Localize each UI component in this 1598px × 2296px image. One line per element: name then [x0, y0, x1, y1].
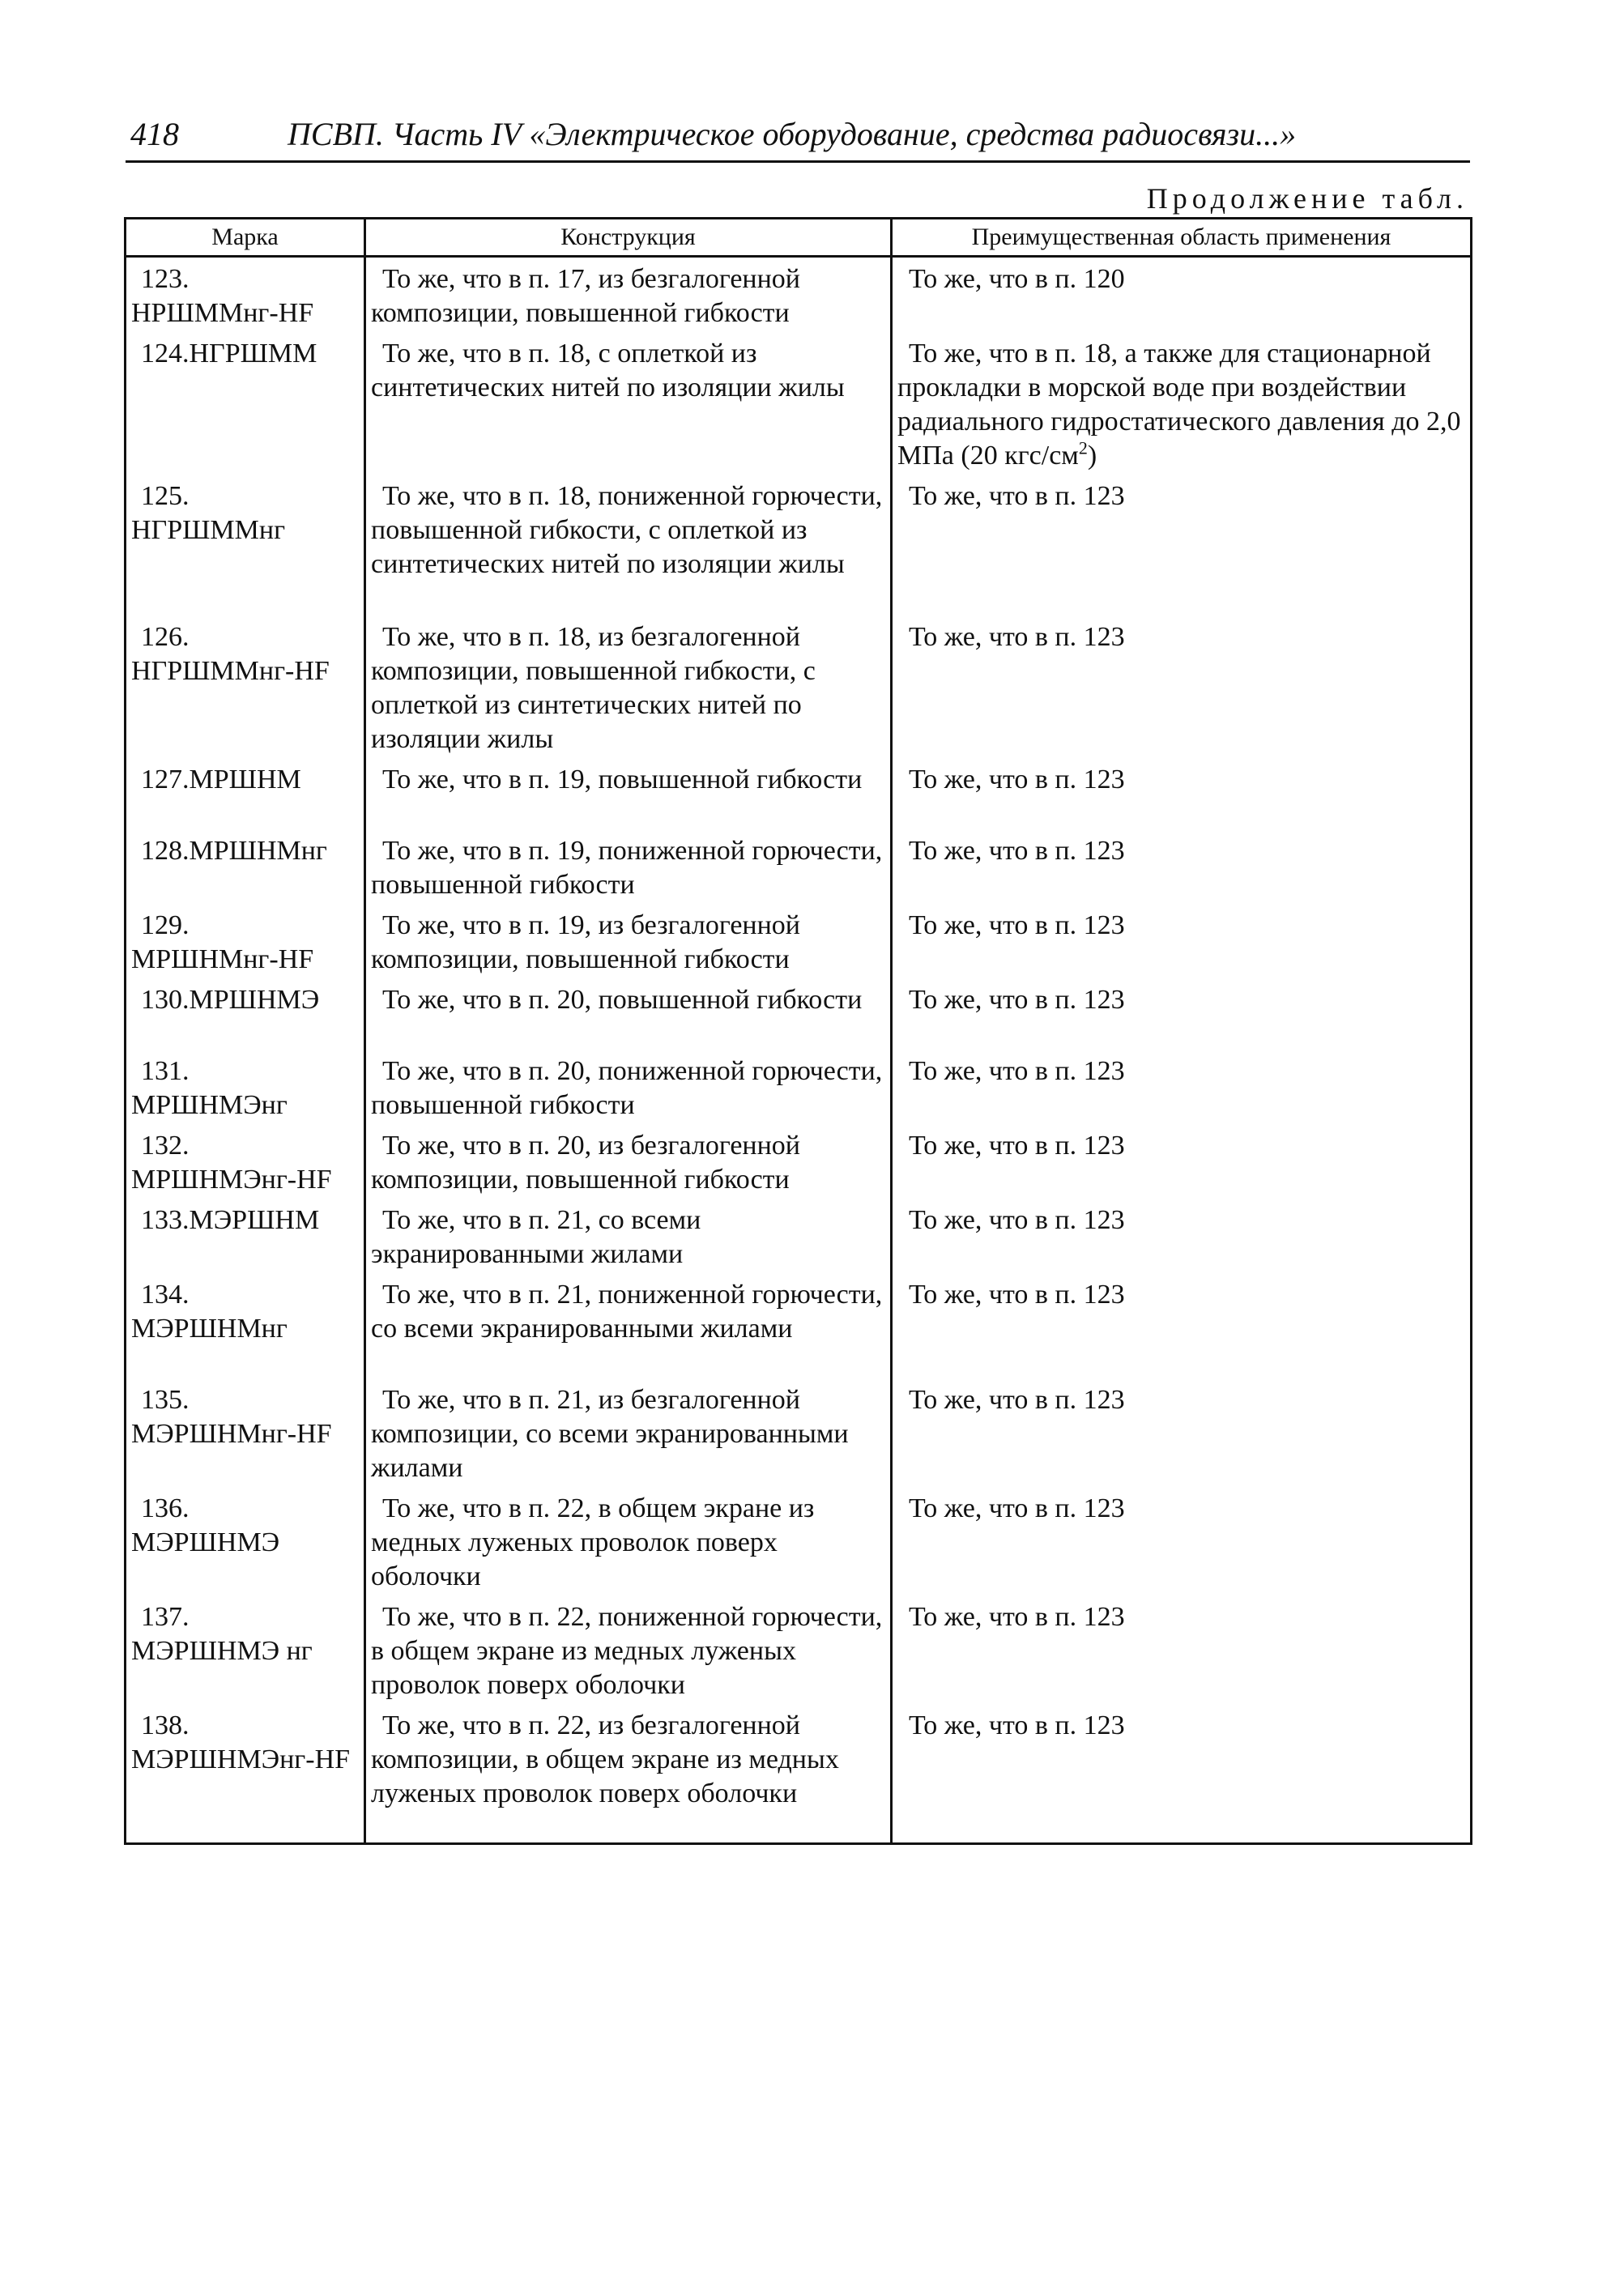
- application-area-cell: То же, что в п. 123: [892, 1199, 1472, 1273]
- table-row: [126, 904, 1472, 978]
- cable-mark-with-number: [131, 1203, 360, 1237]
- application-area-cell: То же, что в п. 123: [892, 829, 1472, 904]
- mark-cell: [126, 978, 365, 1050]
- mark-cell: [126, 904, 365, 978]
- application-area-cell: То же, что в п. 123: [892, 1487, 1472, 1595]
- application-area-cell: [892, 332, 1472, 475]
- row-number: 125.: [141, 481, 190, 511]
- cable-mark: МРШНМнг: [189, 836, 327, 866]
- table-row: [126, 1273, 1472, 1378]
- table-row: [126, 1378, 1472, 1487]
- application-area-cell: То же, что в п. 123: [892, 758, 1472, 829]
- mark-cell: [126, 1378, 365, 1487]
- running-title: ПСВП. Часть IV «Электрическое оборудование, средства радиосвязи...»: [288, 116, 1297, 152]
- construction-cell: То же, что в п. 21, со всеми экранированными жилами: [365, 1199, 892, 1273]
- construction-cell: То же, что в п. 19, пониженной горючести, повышенной гибкости: [365, 829, 892, 904]
- column-header-construction: Конструкция: [365, 219, 892, 257]
- table-row: [126, 1124, 1472, 1199]
- table-row: [126, 1704, 1472, 1843]
- application-area-cell: То же, что в п. 123: [892, 1124, 1472, 1199]
- mark-cell: [126, 257, 365, 333]
- cable-mark: МРШНМ: [189, 765, 301, 794]
- cable-mark-with-number: [131, 983, 360, 1017]
- mark-cell: [126, 1273, 365, 1378]
- application-area-cell: То же, что в п. 123: [892, 978, 1472, 1050]
- construction-cell: То же, что в п. 19, из безгалогенной композиции, повышенной гибкости: [365, 904, 892, 978]
- table-continuation-label: Продолжение табл.: [1146, 182, 1468, 215]
- cable-mark: МЭРШНМнг-HF: [131, 1419, 332, 1449]
- row-number: 132.: [141, 1131, 190, 1161]
- row-number: 128.: [141, 836, 190, 866]
- table-row: [126, 332, 1472, 475]
- table-header-row: [126, 219, 1472, 257]
- table-row: [126, 616, 1472, 758]
- mark-cell: [126, 829, 365, 904]
- construction-cell: То же, что в п. 18, с оплеткой из синтетических нитей по изоляции жилы: [365, 332, 892, 475]
- application-area-cell: То же, что в п. 123: [892, 475, 1472, 616]
- application-area-cell: То же, что в п. 123: [892, 616, 1472, 758]
- application-area-text: То же, что в п. 18, а также для стационарной прокладки в морской воде при воздействии радиального гидростатического давления до 2,0 МПа (20 кгс/$см^2$): [897, 339, 1461, 471]
- application-area-cell: То же, что в п. 123: [892, 1273, 1472, 1378]
- cable-mark: МЭРШНМнг: [131, 1314, 288, 1344]
- cable-mark: МРШНМЭ: [189, 985, 320, 1015]
- table-row: [126, 475, 1472, 616]
- application-area-cell: То же, что в п. 123: [892, 1050, 1472, 1124]
- cable-mark: МРШНМЭнг-HF: [131, 1165, 332, 1195]
- cable-mark: НГРШММнг: [131, 515, 286, 545]
- cable-mark: МЭРШНМЭ нг: [131, 1636, 313, 1666]
- table-row: [126, 1050, 1472, 1124]
- mark-cell: [126, 1199, 365, 1273]
- cable-mark-with-number: [131, 834, 360, 868]
- application-area-cell: То же, что в п. 123: [892, 1595, 1472, 1704]
- row-number: 134.: [141, 1280, 190, 1310]
- column-header-application-area: Преимущественная область применения: [892, 219, 1472, 257]
- cable-mark: МЭРШНМЭнг-HF: [131, 1744, 351, 1774]
- mark-cell: [126, 475, 365, 616]
- mark-cell: [126, 1704, 365, 1843]
- cable-mark: МРШНМнг-HF: [131, 944, 314, 974]
- cable-mark: НРШММнг-HF: [131, 298, 314, 328]
- page-header: [126, 112, 1470, 163]
- cable-mark-with-number: [131, 763, 360, 797]
- construction-cell: То же, что в п. 21, из безгалогенной композиции, со всеми экранированными жилами: [365, 1378, 892, 1487]
- table-row: [126, 978, 1472, 1050]
- application-area-cell: То же, что в п. 123: [892, 904, 1472, 978]
- application-area-cell: То же, что в п. 123: [892, 1704, 1472, 1843]
- construction-cell: То же, что в п. 20, из безгалогенной композиции, повышенной гибкости: [365, 1124, 892, 1199]
- construction-cell: То же, что в п. 20, повышенной гибкости: [365, 978, 892, 1050]
- row-number: 129.: [141, 910, 190, 940]
- mark-cell: [126, 332, 365, 475]
- row-number: 126.: [141, 622, 190, 652]
- cable-mark: МЭРШНМ: [189, 1205, 320, 1235]
- construction-cell: То же, что в п. 19, повышенной гибкости: [365, 758, 892, 829]
- construction-cell: То же, что в п. 21, пониженной горючести, со всеми экранированными жилами: [365, 1273, 892, 1378]
- construction-cell: То же, что в п. 17, из безгалогенной композиции, повышенной гибкости: [365, 257, 892, 333]
- table-row: [126, 758, 1472, 829]
- construction-cell: То же, что в п. 18, из безгалогенной композиции, повышенной гибкости, с оплеткой из синтетических нитей по изоляции жилы: [365, 616, 892, 758]
- row-number: 123.: [141, 264, 190, 294]
- application-area-cell: То же, что в п. 120: [892, 257, 1472, 333]
- mark-cell: [126, 1487, 365, 1595]
- row-number: 131.: [141, 1056, 190, 1086]
- table-row: [126, 1199, 1472, 1273]
- table-row: [126, 1487, 1472, 1595]
- application-area-cell: То же, что в п. 123: [892, 1378, 1472, 1487]
- table-row: [126, 257, 1472, 333]
- row-number: 138.: [141, 1710, 190, 1740]
- row-number: 124.: [141, 339, 190, 368]
- construction-cell: То же, что в п. 22, в общем экране из медных луженых проволок поверх оболочки: [365, 1487, 892, 1595]
- row-number: 136.: [141, 1493, 190, 1523]
- mark-cell: [126, 616, 365, 758]
- row-number: 127.: [141, 765, 190, 794]
- row-number: 135.: [141, 1385, 190, 1415]
- construction-cell: То же, что в п. 18, пониженной горючести, повышенной гибкости, с оплеткой из синтетических нитей по изоляции жилы: [365, 475, 892, 616]
- table-row: [126, 829, 1472, 904]
- construction-cell: То же, что в п. 22, из безгалогенной композиции, в общем экране из медных луженых проволок поверх оболочки: [365, 1704, 892, 1843]
- mark-cell: [126, 1595, 365, 1704]
- construction-cell: То же, что в п. 22, пониженной горючести, в общем экране из медных луженых проволок поверх оболочки: [365, 1595, 892, 1704]
- row-number: 133.: [141, 1205, 190, 1235]
- cable-mark: НГРШММ: [189, 339, 317, 368]
- table-row: [126, 1595, 1472, 1704]
- cable-spec-table: [124, 217, 1472, 1845]
- construction-cell: То же, что в п. 20, пониженной горючести, повышенной гибкости: [365, 1050, 892, 1124]
- cable-mark-with-number: [131, 337, 360, 371]
- cable-mark: НГРШММнг-HF: [131, 656, 330, 686]
- mark-cell: [126, 1124, 365, 1199]
- mark-cell: [126, 1050, 365, 1124]
- cable-mark: МРШНМЭнг: [131, 1090, 288, 1120]
- row-number: 137.: [141, 1602, 190, 1632]
- cable-mark: МЭРШНМЭ: [131, 1527, 280, 1557]
- row-number: 130.: [141, 985, 190, 1015]
- mark-cell: [126, 758, 365, 829]
- page-number: 418: [130, 116, 179, 152]
- column-header-mark: Марка: [126, 219, 365, 257]
